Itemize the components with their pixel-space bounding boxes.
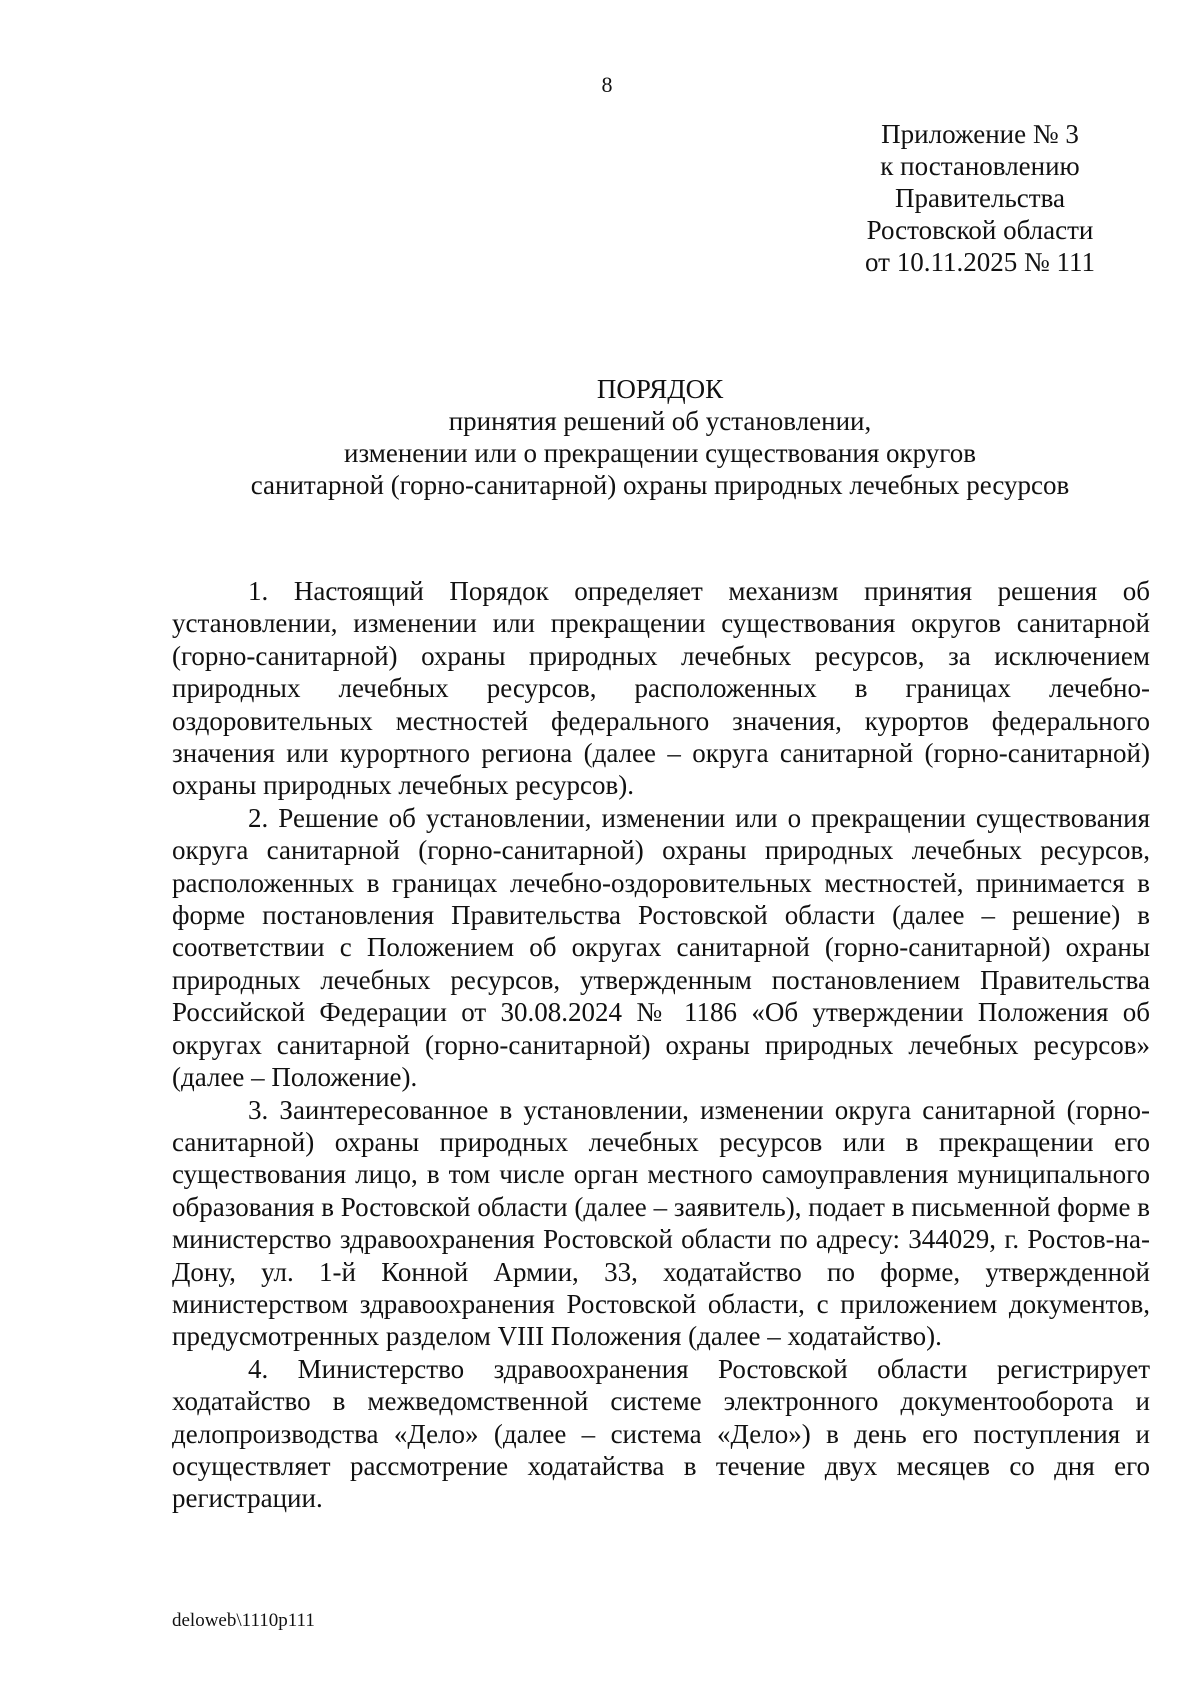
title-line-3: санитарной (горно-санитарной) охраны природных лечебных ресурсов	[250, 470, 1070, 500]
footer-file-reference: deloweb\1110p111	[172, 1610, 315, 1631]
paragraph-1: 1. Настоящий Порядок определяет механизм принятия решения об установлении, изменении или прекращении существования округов санитарной (горно-санитарной) охраны природных лечебных ресурсов, за исключением природных лечебных ресурсов, расположенных в границах лечебно-оздоровительных местностей федерального значения, курортов федерального значения или курортного региона (далее – округа санитарной (горно-санитарной) охраны природных лечебных ресурсов).	[172, 576, 1150, 801]
document-body	[172, 575, 1150, 1515]
paragraph-2: 2. Решение об установлении, изменении или о прекращении существования округа санитарной (горно-санитарной) охраны природных лечебных ресурсов, расположенных в границах лечебно-оздоровительных местностей, принимается в форме постановления Правительства Ростовской области (далее – решение) в соответствии с Положением об округах санитарной (горно-санитарной) охраны природных лечебных ресурсов, утвержденным постановлением Правительства Российской Федерации от 30.08.2024 № 1186 «Об утверждении Положения об округах санитарной (горно-санитарной) охраны природных лечебных ресурсов» (далее – Положение).	[172, 802, 1150, 1093]
appendix-line-1: Приложение № 3	[881, 119, 1079, 149]
appendix-block	[820, 118, 1140, 278]
title-line-2: изменении или о прекращении существования округов	[344, 438, 976, 468]
paragraph-4: 4. Министерство здравоохранения Ростовской области регистрирует ходатайство в межведомственной системе электронного документооборота и делопроизводства «Дело» (далее – система «Дело») в день его поступления и осуществляет рассмотрение ходатайства в течение двух месяцев со дня его регистрации.	[172, 1353, 1150, 1514]
appendix-line-2: к постановлению	[880, 151, 1080, 181]
appendix-line-5: от 10.11.2025 № 111	[865, 247, 1095, 277]
page-number: 8	[601, 72, 613, 97]
appendix-line-4: Ростовской области	[866, 215, 1094, 245]
title-heading: ПОРЯДОК	[596, 374, 724, 404]
title-line-1: принятия решений об установлении,	[448, 406, 872, 436]
document-title	[160, 373, 1160, 501]
appendix-line-3: Правительства	[895, 183, 1065, 213]
paragraph-3: 3. Заинтересованное в установлении, изменении округа санитарной (горно-санитарной) охраны природных лечебных ресурсов или в прекращении его существования лицо, в том числе орган местного самоуправления муниципального образования в Ростовской области (далее – заявитель), подает в письменной форме в министерство здравоохранения Ростовской области по адресу: 344029, г. Ростов-на-Дону, ул. 1-й Конной Армии, 33, ходатайство по форме, утвержденной министерством здравоохранения Ростовской области, с приложением документов, предусмотренных разделом VIII Положения (далее – ходатайство).	[172, 1094, 1150, 1352]
